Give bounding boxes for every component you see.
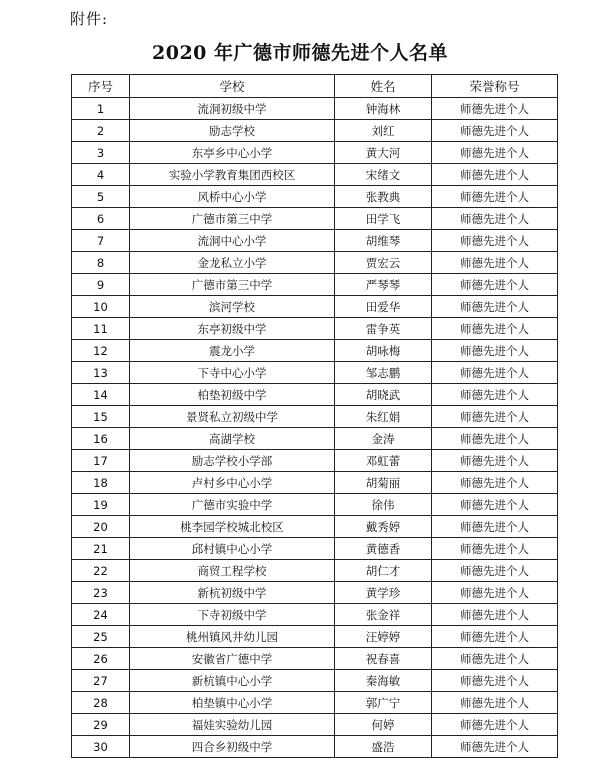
cell-honor: 师德先进个人: [432, 714, 558, 736]
cell-name: 何婷: [335, 714, 432, 736]
table-row: [72, 670, 558, 692]
cell-school: 柏垫镇中心小学: [130, 692, 335, 714]
cell-name: 戴秀婷: [335, 516, 432, 538]
cell-number: 3: [72, 142, 130, 164]
cell-name: 祝春喜: [335, 648, 432, 670]
cell-school: 实验小学教育集团西校区: [130, 164, 335, 186]
cell-honor: 师德先进个人: [432, 582, 558, 604]
cell-honor: 师德先进个人: [432, 494, 558, 516]
cell-number: 12: [72, 340, 130, 362]
table-row: [72, 384, 558, 406]
cell-number: 8: [72, 252, 130, 274]
table-row: [72, 582, 558, 604]
cell-name: 黄学珍: [335, 582, 432, 604]
cell-school: 震龙小学: [130, 340, 335, 362]
cell-name: 胡菊丽: [335, 472, 432, 494]
cell-number: 21: [72, 538, 130, 560]
cell-honor: 师德先进个人: [432, 98, 558, 120]
cell-school: 下寺中心小学: [130, 362, 335, 384]
cell-honor: 师德先进个人: [432, 626, 558, 648]
cell-school: 新杭镇中心小学: [130, 670, 335, 692]
cell-school: 柏垫初级中学: [130, 384, 335, 406]
cell-honor: 师德先进个人: [432, 340, 558, 362]
cell-school: 广德市实验中学: [130, 494, 335, 516]
cell-school: 四合乡初级中学: [130, 736, 335, 758]
cell-name: 金涛: [335, 428, 432, 450]
table-row: [72, 142, 558, 164]
table-row: [72, 318, 558, 340]
cell-school: 励志学校小学部: [130, 450, 335, 472]
table-row: [72, 340, 558, 362]
cell-number: 16: [72, 428, 130, 450]
cell-school: 广德市第三中学: [130, 208, 335, 230]
cell-school: 下寺初级中学: [130, 604, 335, 626]
header-honor: 荣誉称号: [432, 75, 558, 98]
cell-name: 郭广宁: [335, 692, 432, 714]
cell-name: 邓虹蕾: [335, 450, 432, 472]
table-row: [72, 296, 558, 318]
cell-honor: 师德先进个人: [432, 164, 558, 186]
cell-number: 4: [72, 164, 130, 186]
honor-table: [71, 74, 558, 758]
table-row: [72, 538, 558, 560]
cell-number: 13: [72, 362, 130, 384]
cell-number: 5: [72, 186, 130, 208]
cell-number: 30: [72, 736, 130, 758]
cell-name: 邹志鹏: [335, 362, 432, 384]
table-row: [72, 692, 558, 714]
cell-honor: 师德先进个人: [432, 362, 558, 384]
cell-name: 秦海敏: [335, 670, 432, 692]
cell-number: 26: [72, 648, 130, 670]
cell-school: 景贤私立初级中学: [130, 406, 335, 428]
cell-number: 23: [72, 582, 130, 604]
table-row: [72, 120, 558, 142]
cell-honor: 师德先进个人: [432, 406, 558, 428]
cell-name: 宋绪文: [335, 164, 432, 186]
cell-honor: 师德先进个人: [432, 230, 558, 252]
cell-school: 高湖学校: [130, 428, 335, 450]
cell-school: 卢村乡中心小学: [130, 472, 335, 494]
cell-number: 27: [72, 670, 130, 692]
cell-name: 朱红娟: [335, 406, 432, 428]
cell-number: 14: [72, 384, 130, 406]
cell-name: 钟海林: [335, 98, 432, 120]
attachment-label: 附件:: [70, 10, 109, 28]
table-row: [72, 98, 558, 120]
cell-honor: 师德先进个人: [432, 472, 558, 494]
cell-honor: 师德先进个人: [432, 736, 558, 758]
page-title: 2020 年广德市师德先进个人名单: [152, 42, 448, 64]
table-row: [72, 714, 558, 736]
header-school: 学校: [130, 75, 335, 98]
cell-honor: 师德先进个人: [432, 560, 558, 582]
cell-name: 刘红: [335, 120, 432, 142]
cell-number: 28: [72, 692, 130, 714]
table-row: [72, 186, 558, 208]
table-row: [72, 736, 558, 758]
cell-name: 盛浩: [335, 736, 432, 758]
cell-honor: 师德先进个人: [432, 604, 558, 626]
table-row: [72, 472, 558, 494]
cell-name: 黄大河: [335, 142, 432, 164]
cell-name: 黄德香: [335, 538, 432, 560]
cell-school: 流洞初级中学: [130, 98, 335, 120]
cell-honor: 师德先进个人: [432, 274, 558, 296]
table-row: [72, 164, 558, 186]
cell-honor: 师德先进个人: [432, 450, 558, 472]
table-row: [72, 450, 558, 472]
cell-school: 福娃实验幼儿园: [130, 714, 335, 736]
cell-honor: 师德先进个人: [432, 648, 558, 670]
cell-number: 1: [72, 98, 130, 120]
table-row: [72, 560, 558, 582]
cell-name: 雷争英: [335, 318, 432, 340]
cell-honor: 师德先进个人: [432, 692, 558, 714]
cell-school: 流洞中心小学: [130, 230, 335, 252]
cell-name: 张金祥: [335, 604, 432, 626]
table-row: [72, 362, 558, 384]
cell-honor: 师德先进个人: [432, 428, 558, 450]
cell-number: 15: [72, 406, 130, 428]
header-name: 姓名: [335, 75, 432, 98]
cell-number: 9: [72, 274, 130, 296]
cell-honor: 师德先进个人: [432, 538, 558, 560]
cell-name: 胡咏梅: [335, 340, 432, 362]
cell-number: 6: [72, 208, 130, 230]
table-row: [72, 516, 558, 538]
cell-honor: 师德先进个人: [432, 384, 558, 406]
cell-number: 17: [72, 450, 130, 472]
cell-honor: 师德先进个人: [432, 142, 558, 164]
cell-school: 邱村镇中心小学: [130, 538, 335, 560]
cell-number: 10: [72, 296, 130, 318]
table-row: [72, 648, 558, 670]
table-row: [72, 230, 558, 252]
cell-school: 金龙私立小学: [130, 252, 335, 274]
cell-name: 汪婷婷: [335, 626, 432, 648]
cell-number: 25: [72, 626, 130, 648]
table-row: [72, 208, 558, 230]
cell-honor: 师德先进个人: [432, 208, 558, 230]
cell-honor: 师德先进个人: [432, 252, 558, 274]
cell-name: 田爱华: [335, 296, 432, 318]
cell-honor: 师德先进个人: [432, 516, 558, 538]
header-number: 序号: [72, 75, 130, 98]
cell-honor: 师德先进个人: [432, 670, 558, 692]
cell-number: 2: [72, 120, 130, 142]
cell-school: 励志学校: [130, 120, 335, 142]
cell-honor: 师德先进个人: [432, 296, 558, 318]
table-row: [72, 252, 558, 274]
cell-school: 商贸工程学校: [130, 560, 335, 582]
cell-name: 贾宏云: [335, 252, 432, 274]
table-header-row: [72, 75, 558, 98]
cell-school: 桃李园学校城北校区: [130, 516, 335, 538]
cell-number: 18: [72, 472, 130, 494]
table-row: [72, 626, 558, 648]
table-row: [72, 494, 558, 516]
cell-number: 7: [72, 230, 130, 252]
cell-name: 胡维琴: [335, 230, 432, 252]
cell-name: 田学飞: [335, 208, 432, 230]
cell-school: 风桥中心小学: [130, 186, 335, 208]
cell-name: 胡晓武: [335, 384, 432, 406]
cell-school: 东亭初级中学: [130, 318, 335, 340]
table-row: [72, 428, 558, 450]
cell-name: 徐伟: [335, 494, 432, 516]
cell-number: 24: [72, 604, 130, 626]
cell-honor: 师德先进个人: [432, 120, 558, 142]
table-row: [72, 274, 558, 296]
cell-honor: 师德先进个人: [432, 318, 558, 340]
cell-school: 广德市第三中学: [130, 274, 335, 296]
cell-name: 张教典: [335, 186, 432, 208]
table-row: [72, 406, 558, 428]
cell-school: 安徽省广德中学: [130, 648, 335, 670]
cell-school: 滨河学校: [130, 296, 335, 318]
cell-number: 22: [72, 560, 130, 582]
cell-number: 11: [72, 318, 130, 340]
cell-number: 29: [72, 714, 130, 736]
cell-name: 严琴琴: [335, 274, 432, 296]
cell-school: 桃州镇风井幼儿园: [130, 626, 335, 648]
cell-number: 19: [72, 494, 130, 516]
cell-school: 东亭乡中心小学: [130, 142, 335, 164]
cell-honor: 师德先进个人: [432, 186, 558, 208]
table-row: [72, 604, 558, 626]
cell-school: 新杭初级中学: [130, 582, 335, 604]
cell-name: 胡仁才: [335, 560, 432, 582]
cell-number: 20: [72, 516, 130, 538]
